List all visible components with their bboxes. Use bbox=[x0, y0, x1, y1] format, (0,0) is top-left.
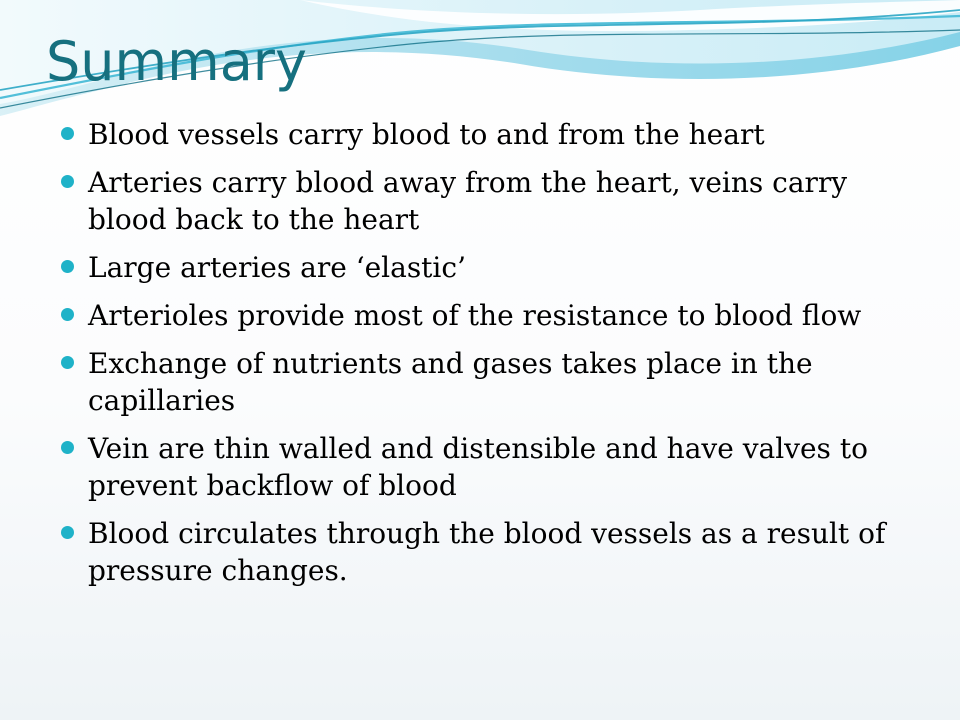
bullet-text: Exchange of nutrients and gases takes place in the capillaries bbox=[88, 347, 813, 417]
bullet-item bbox=[60, 515, 920, 589]
bullet-item bbox=[60, 345, 920, 419]
bullet-dot-icon bbox=[61, 308, 74, 321]
bullet-list bbox=[60, 116, 920, 600]
bullet-item bbox=[60, 249, 920, 286]
bullet-item bbox=[60, 164, 920, 238]
bullet-text: Blood vessels carry blood to and from the heart bbox=[88, 118, 765, 151]
bullet-text: Blood circulates through the blood vessels as a result of pressure changes. bbox=[88, 517, 886, 587]
bullet-dot-icon bbox=[61, 356, 74, 369]
bullet-dot-icon bbox=[61, 127, 74, 140]
bullet-dot-icon bbox=[61, 441, 74, 454]
bullet-dot-icon bbox=[61, 175, 74, 188]
bullet-dot-icon bbox=[61, 260, 74, 273]
bullet-item bbox=[60, 430, 920, 504]
bullet-text: Arterioles provide most of the resistance to blood flow bbox=[88, 299, 862, 332]
slide-title: Summary bbox=[46, 30, 307, 93]
bullet-text: Large arteries are ‘elastic’ bbox=[88, 251, 466, 284]
bullet-text: Vein are thin walled and distensible and have valves to prevent backflow of blood bbox=[88, 432, 868, 502]
bullet-text: Arteries carry blood away from the heart, veins carry blood back to the heart bbox=[88, 166, 848, 236]
bullet-item bbox=[60, 116, 920, 153]
bullet-dot-icon bbox=[61, 526, 74, 539]
bullet-item bbox=[60, 297, 920, 334]
